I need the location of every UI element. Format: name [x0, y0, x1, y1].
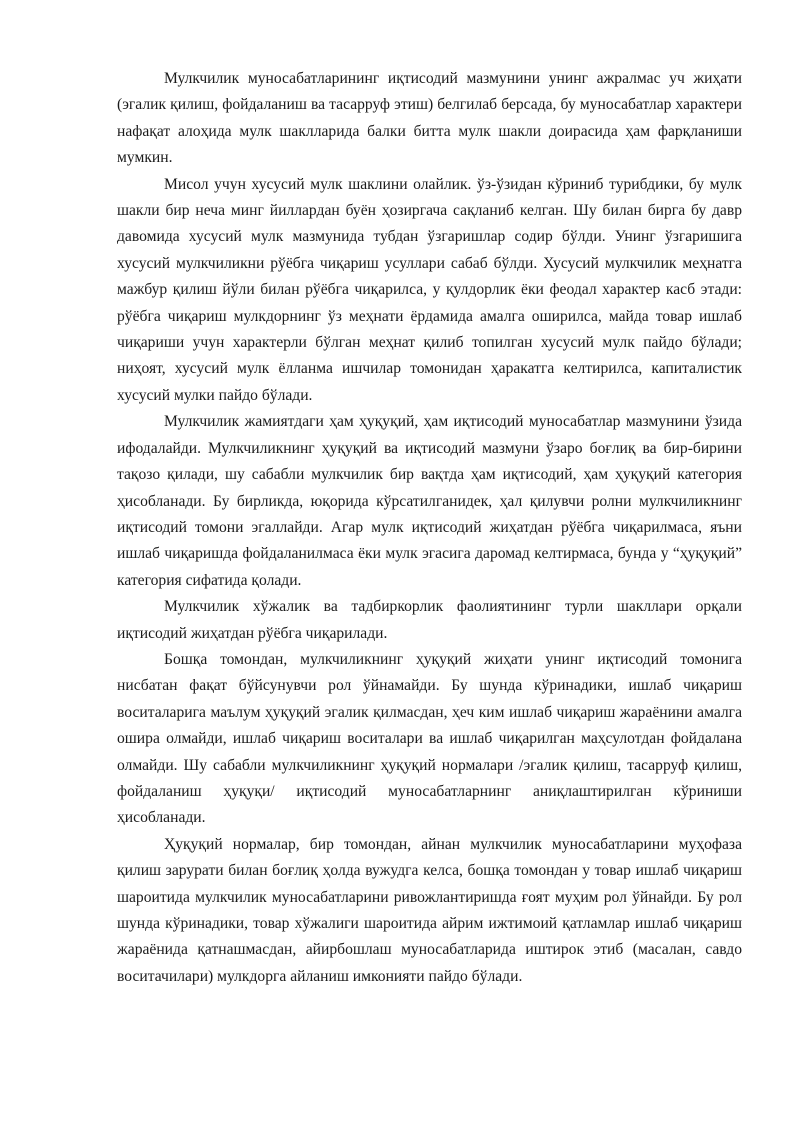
paragraph-3: Мулкчилик жамиятдаги ҳам ҳуқуқий, ҳам иқтисодий муносабатлар мазмунини ўзида ифодалайди. Мулкчиликнинг ҳуқуқий ва иқтисодий мазмуни ўзаро боғлиқ ва бир-бирини тақозо қилади, шу сабабли мулкчилик бир вақтда ҳам иқтисодий, ҳам ҳуқуқий категория ҳисобланади. Бу бирликда, юқорида кўрсатилганидек, ҳал қилувчи ролни мулкчиликнинг иқтисодий томони эгаллайди. Агар мулк иқтисодий жиҳатдан рўёбга чиқарилмаса, яъни ишлаб чиқаришда фойдаланилмаса ёки мулк эгасига даромад келтирмаса, бунда у “ҳуқуқий” категория сифатида қолади.	[117, 413, 742, 589]
paragraph-5: Бошқа томондан, мулкчиликнинг ҳуқуқий жиҳати унинг иқтисодий томонига нисбатан фақат бўйсунувчи рол ўйнамайди. Бу шунда кўринадики, ишлаб чиқариш воситаларига маълум ҳуқуқий эгалик қилмасдан, ҳеч ким ишлаб чиқариш жараёнини амалга ошира олмайди, ишлаб чиқариш воситалари ва ишлаб чиқарилган маҳсулотдан фойдалана олмайди. Шу сабабли мулкчиликнинг ҳуқуқий нормалари /эгалик қилиш, тасарруф қилиш, фойдаланиш ҳуқуқи/ иқтисодий муносабатларнинг аниқлаштирилган кўриниши ҳисобланади.	[117, 650, 742, 827]
paragraph-4: Мулкчилик хўжалик ва тадбиркорлик фаолиятининг турли шакллари орқали иқтисодий жиҳатдан рўёбга чиқарилади.	[117, 598, 742, 642]
paragraph-6: Ҳуқуқий нормалар, бир томондан, айнан мулкчилик муносабатларини муҳофаза қилиш зарурати билан боғлиқ ҳолда вужудга келса, бошқа томондан у товар ишлаб чиқариш шароитида мулкчилик муносабатларини ривожлантиришда ғоят муҳим рол ўйнайди. Бу рол шунда кўринадики, товар хўжалиги шароитида айрим ижтимоий қатламлар ишлаб чиқариш жараёнида қатнашмасдан, айирбошлаш муносабатларида иштирок этиб (масалан, савдо воситачилари) мулкдорга айланиш имконияти пайдо бўлади.	[117, 835, 742, 985]
paragraph-1: Мулкчилик муносабатларининг иқтисодий мазмунини унинг ажралмас уч жиҳати (эгалик қилиш, фойдаланиш ва тасарруф этиш) белгилаб берсада, бу муносабатлар характери нафақат алоҳида мулк шаклларида балки битта мулк шакли доирасида ҳам фарқланиши мумкин.	[117, 70, 742, 167]
paragraph-2: Мисол учун хусусий мулк шаклини олайлик. ўз-ўзидан кўриниб турибдики, бу мулк шакли бир неча минг йиллардан буён ҳозиргача сақланиб келган. Шу билан бирга бу давр давомида хусусий мулк мазмунида тубдан ўзгаришлар содир бўлди. Унинг ўзгаришига хусусий мулкчиликни рўёбга чиқариш усуллари сабаб бўлди. Хусусий мулкчилик меҳнатга мажбур қилиш йўли билан рўёбга чиқарилса, у қулдорлик ёки феодал характер касб этади: рўёбга чиқариш мулкдорнинг ўз меҳнати ёрдамида амалга оширилса, майда товар ишлаб чиқариши учун характерли бўлган меҳнат қилиб топилган хусусий мулк пайдо бўлади; ниҳоят, хусусий мулк ёлланма ишчилар томонидан ҳаракатга келтирилса, капиталистик хусусий мулки пайдо бўлади.	[117, 175, 742, 404]
document-body	[117, 66, 742, 990]
